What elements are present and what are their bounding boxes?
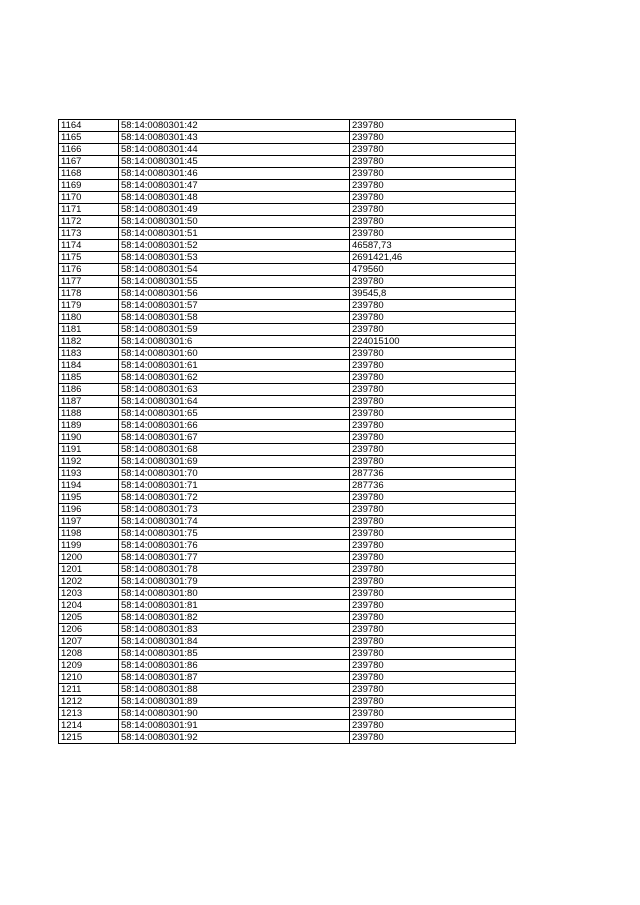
table-row (59, 636, 516, 648)
table-row (59, 324, 516, 336)
table-row (59, 120, 516, 132)
cadastral-number-cell: 58:14:0080301:52 (119, 240, 350, 252)
cadastral-value-cell: 287736 (350, 480, 516, 492)
row-number-cell: 1172 (59, 216, 119, 228)
cadastral-number-cell: 58:14:0080301:53 (119, 252, 350, 264)
table-row (59, 300, 516, 312)
table-row (59, 576, 516, 588)
cadastral-number-cell: 58:14:0080301:48 (119, 192, 350, 204)
cadastral-value-cell: 239780 (350, 516, 516, 528)
cadastral-number-cell: 58:14:0080301:56 (119, 288, 350, 300)
row-number-cell: 1205 (59, 612, 119, 624)
row-number-cell: 1177 (59, 276, 119, 288)
cadastral-number-cell: 58:14:0080301:76 (119, 540, 350, 552)
cadastral-value-cell: 239780 (350, 648, 516, 660)
cadastral-number-cell: 58:14:0080301:72 (119, 492, 350, 504)
row-number-cell: 1165 (59, 132, 119, 144)
row-number-cell: 1208 (59, 648, 119, 660)
cadastral-value-cell: 239780 (350, 528, 516, 540)
cadastral-value-cell: 239780 (350, 684, 516, 696)
cadastral-number-cell: 58:14:0080301:58 (119, 312, 350, 324)
table-row (59, 264, 516, 276)
row-number-cell: 1207 (59, 636, 119, 648)
table-row (59, 180, 516, 192)
row-number-cell: 1191 (59, 444, 119, 456)
cadastral-number-cell: 58:14:0080301:70 (119, 468, 350, 480)
row-number-cell: 1194 (59, 480, 119, 492)
cadastral-value-cell: 239780 (350, 228, 516, 240)
cadastral-value-cell: 239780 (350, 456, 516, 468)
cadastral-value-cell: 239780 (350, 216, 516, 228)
row-number-cell: 1164 (59, 120, 119, 132)
row-number-cell: 1198 (59, 528, 119, 540)
cadastral-number-cell: 58:14:0080301:86 (119, 660, 350, 672)
cadastral-number-cell: 58:14:0080301:59 (119, 324, 350, 336)
table-row (59, 384, 516, 396)
cadastral-number-cell: 58:14:0080301:92 (119, 732, 350, 744)
row-number-cell: 1212 (59, 696, 119, 708)
row-number-cell: 1195 (59, 492, 119, 504)
cadastral-value-cell: 239780 (350, 540, 516, 552)
row-number-cell: 1189 (59, 420, 119, 432)
table-row (59, 708, 516, 720)
row-number-cell: 1203 (59, 588, 119, 600)
cadastral-number-cell: 58:14:0080301:47 (119, 180, 350, 192)
cadastral-value-cell: 239780 (350, 324, 516, 336)
table-row (59, 252, 516, 264)
cadastral-number-cell: 58:14:0080301:77 (119, 552, 350, 564)
cadastral-value-cell: 239780 (350, 444, 516, 456)
table-row (59, 516, 516, 528)
row-number-cell: 1211 (59, 684, 119, 696)
table-row (59, 288, 516, 300)
cadastral-value-cell: 2691421,46 (350, 252, 516, 264)
table-row (59, 432, 516, 444)
cadastral-number-cell: 58:14:0080301:55 (119, 276, 350, 288)
table-row (59, 468, 516, 480)
cadastral-value-cell: 39545,8 (350, 288, 516, 300)
cadastral-value-table (58, 119, 516, 744)
cadastral-number-cell: 58:14:0080301:64 (119, 396, 350, 408)
table-row (59, 600, 516, 612)
table-row (59, 336, 516, 348)
cadastral-value-cell: 239780 (350, 432, 516, 444)
row-number-cell: 1169 (59, 180, 119, 192)
table-row (59, 420, 516, 432)
cadastral-number-cell: 58:14:0080301:45 (119, 156, 350, 168)
row-number-cell: 1183 (59, 348, 119, 360)
row-number-cell: 1200 (59, 552, 119, 564)
cadastral-value-cell: 239780 (350, 372, 516, 384)
cadastral-number-cell: 58:14:0080301:57 (119, 300, 350, 312)
table-row (59, 156, 516, 168)
cadastral-number-cell: 58:14:0080301:67 (119, 432, 350, 444)
cadastral-number-cell: 58:14:0080301:78 (119, 564, 350, 576)
cadastral-value-cell: 239780 (350, 132, 516, 144)
table-row (59, 564, 516, 576)
cadastral-number-cell: 58:14:0080301:65 (119, 408, 350, 420)
table-row (59, 696, 516, 708)
row-number-cell: 1210 (59, 672, 119, 684)
cadastral-value-cell: 239780 (350, 420, 516, 432)
table-row (59, 372, 516, 384)
row-number-cell: 1179 (59, 300, 119, 312)
table-row (59, 276, 516, 288)
row-number-cell: 1201 (59, 564, 119, 576)
row-number-cell: 1167 (59, 156, 119, 168)
cadastral-value-cell: 239780 (350, 504, 516, 516)
cadastral-value-cell: 46587,73 (350, 240, 516, 252)
table-row (59, 624, 516, 636)
table-row (59, 192, 516, 204)
table-row (59, 540, 516, 552)
row-number-cell: 1188 (59, 408, 119, 420)
cadastral-number-cell: 58:14:0080301:75 (119, 528, 350, 540)
row-number-cell: 1171 (59, 204, 119, 216)
cadastral-value-cell: 239780 (350, 192, 516, 204)
cadastral-value-cell: 239780 (350, 624, 516, 636)
cadastral-value-cell: 239780 (350, 612, 516, 624)
row-number-cell: 1185 (59, 372, 119, 384)
table-body (59, 120, 516, 744)
table-row (59, 456, 516, 468)
table-row (59, 240, 516, 252)
cadastral-value-cell: 479560 (350, 264, 516, 276)
cadastral-number-cell: 58:14:0080301:61 (119, 360, 350, 372)
row-number-cell: 1215 (59, 732, 119, 744)
row-number-cell: 1187 (59, 396, 119, 408)
row-number-cell: 1166 (59, 144, 119, 156)
cadastral-value-cell: 224015100 (350, 336, 516, 348)
cadastral-value-cell: 239780 (350, 180, 516, 192)
cadastral-value-cell: 239780 (350, 588, 516, 600)
cadastral-number-cell: 58:14:0080301:44 (119, 144, 350, 156)
cadastral-number-cell: 58:14:0080301:74 (119, 516, 350, 528)
row-number-cell: 1181 (59, 324, 119, 336)
cadastral-value-cell: 239780 (350, 708, 516, 720)
cadastral-number-cell: 58:14:0080301:50 (119, 216, 350, 228)
cadastral-number-cell: 58:14:0080301:71 (119, 480, 350, 492)
table-row (59, 648, 516, 660)
row-number-cell: 1196 (59, 504, 119, 516)
cadastral-value-cell: 239780 (350, 120, 516, 132)
table-row (59, 216, 516, 228)
cadastral-number-cell: 58:14:0080301:54 (119, 264, 350, 276)
row-number-cell: 1175 (59, 252, 119, 264)
cadastral-value-cell: 239780 (350, 492, 516, 504)
table-row (59, 480, 516, 492)
cadastral-number-cell: 58:14:0080301:6 (119, 336, 350, 348)
cadastral-number-cell: 58:14:0080301:84 (119, 636, 350, 648)
cadastral-value-cell: 239780 (350, 204, 516, 216)
table-row (59, 168, 516, 180)
table-row (59, 396, 516, 408)
row-number-cell: 1214 (59, 720, 119, 732)
table-row (59, 132, 516, 144)
cadastral-value-cell: 239780 (350, 552, 516, 564)
table-row (59, 228, 516, 240)
cadastral-number-cell: 58:14:0080301:43 (119, 132, 350, 144)
cadastral-value-cell: 239780 (350, 312, 516, 324)
cadastral-number-cell: 58:14:0080301:66 (119, 420, 350, 432)
cadastral-value-cell: 239780 (350, 360, 516, 372)
cadastral-number-cell: 58:14:0080301:42 (119, 120, 350, 132)
row-number-cell: 1204 (59, 600, 119, 612)
cadastral-value-cell: 239780 (350, 384, 516, 396)
row-number-cell: 1192 (59, 456, 119, 468)
cadastral-value-cell: 239780 (350, 348, 516, 360)
cadastral-value-cell: 239780 (350, 660, 516, 672)
row-number-cell: 1182 (59, 336, 119, 348)
cadastral-number-cell: 58:14:0080301:89 (119, 696, 350, 708)
row-number-cell: 1184 (59, 360, 119, 372)
table-row (59, 528, 516, 540)
table-row (59, 492, 516, 504)
cadastral-number-cell: 58:14:0080301:85 (119, 648, 350, 660)
cadastral-number-cell: 58:14:0080301:87 (119, 672, 350, 684)
table-row (59, 504, 516, 516)
cadastral-number-cell: 58:14:0080301:60 (119, 348, 350, 360)
table-row (59, 552, 516, 564)
cadastral-number-cell: 58:14:0080301:46 (119, 168, 350, 180)
cadastral-value-cell: 287736 (350, 468, 516, 480)
cadastral-number-cell: 58:14:0080301:81 (119, 600, 350, 612)
row-number-cell: 1170 (59, 192, 119, 204)
table-row (59, 612, 516, 624)
cadastral-value-cell: 239780 (350, 720, 516, 732)
table-row (59, 444, 516, 456)
row-number-cell: 1193 (59, 468, 119, 480)
row-number-cell: 1202 (59, 576, 119, 588)
cadastral-value-cell: 239780 (350, 732, 516, 744)
row-number-cell: 1213 (59, 708, 119, 720)
row-number-cell: 1176 (59, 264, 119, 276)
cadastral-number-cell: 58:14:0080301:91 (119, 720, 350, 732)
table-row (59, 732, 516, 744)
cadastral-value-cell: 239780 (350, 600, 516, 612)
cadastral-number-cell: 58:14:0080301:88 (119, 684, 350, 696)
row-number-cell: 1180 (59, 312, 119, 324)
table-row (59, 672, 516, 684)
cadastral-value-cell: 239780 (350, 396, 516, 408)
row-number-cell: 1186 (59, 384, 119, 396)
cadastral-value-cell: 239780 (350, 144, 516, 156)
cadastral-value-cell: 239780 (350, 564, 516, 576)
cadastral-value-cell: 239780 (350, 576, 516, 588)
row-number-cell: 1209 (59, 660, 119, 672)
cadastral-value-cell: 239780 (350, 696, 516, 708)
row-number-cell: 1199 (59, 540, 119, 552)
cadastral-value-cell: 239780 (350, 300, 516, 312)
table-row (59, 348, 516, 360)
table-row (59, 144, 516, 156)
table-row (59, 408, 516, 420)
cadastral-value-cell: 239780 (350, 408, 516, 420)
cadastral-number-cell: 58:14:0080301:68 (119, 444, 350, 456)
cadastral-number-cell: 58:14:0080301:49 (119, 204, 350, 216)
table-row (59, 720, 516, 732)
cadastral-number-cell: 58:14:0080301:80 (119, 588, 350, 600)
table-row (59, 312, 516, 324)
cadastral-value-cell: 239780 (350, 156, 516, 168)
table-row (59, 360, 516, 372)
cadastral-number-cell: 58:14:0080301:51 (119, 228, 350, 240)
row-number-cell: 1178 (59, 288, 119, 300)
cadastral-value-cell: 239780 (350, 636, 516, 648)
cadastral-number-cell: 58:14:0080301:83 (119, 624, 350, 636)
table-row (59, 660, 516, 672)
cadastral-number-cell: 58:14:0080301:63 (119, 384, 350, 396)
cadastral-value-cell: 239780 (350, 276, 516, 288)
cadastral-number-cell: 58:14:0080301:79 (119, 576, 350, 588)
row-number-cell: 1197 (59, 516, 119, 528)
row-number-cell: 1173 (59, 228, 119, 240)
row-number-cell: 1168 (59, 168, 119, 180)
cadastral-number-cell: 58:14:0080301:82 (119, 612, 350, 624)
table-row (59, 588, 516, 600)
cadastral-value-cell: 239780 (350, 168, 516, 180)
row-number-cell: 1190 (59, 432, 119, 444)
table-row (59, 684, 516, 696)
cadastral-number-cell: 58:14:0080301:69 (119, 456, 350, 468)
cadastral-number-cell: 58:14:0080301:73 (119, 504, 350, 516)
row-number-cell: 1206 (59, 624, 119, 636)
cadastral-number-cell: 58:14:0080301:90 (119, 708, 350, 720)
row-number-cell: 1174 (59, 240, 119, 252)
cadastral-number-cell: 58:14:0080301:62 (119, 372, 350, 384)
cadastral-value-cell: 239780 (350, 672, 516, 684)
table-row (59, 204, 516, 216)
